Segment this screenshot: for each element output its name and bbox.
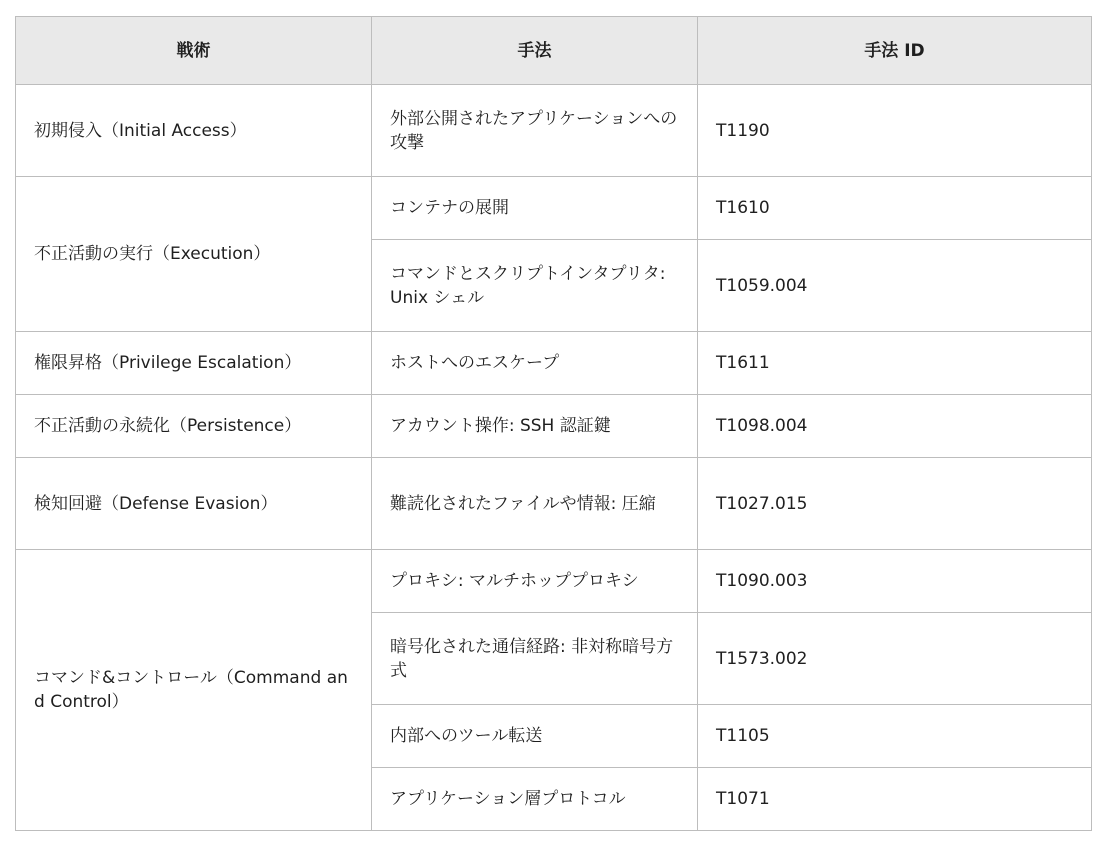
table-row	[16, 332, 1092, 395]
technique-cell: ホストへのエスケープ	[372, 332, 698, 395]
table-row	[16, 85, 1092, 177]
technique-cell: アプリケーション層プロトコル	[372, 768, 698, 831]
table-row	[16, 395, 1092, 458]
table-row	[16, 458, 1092, 550]
technique-cell: コンテナの展開	[372, 177, 698, 240]
table-header-row	[16, 17, 1092, 85]
tactic-cell: 検知回避（Defense Evasion）	[16, 458, 372, 550]
technique-id-cell: T1090.003	[698, 550, 1092, 613]
technique-cell: 外部公開されたアプリケーションへの攻撃	[372, 85, 698, 177]
technique-id-cell: T1105	[698, 705, 1092, 768]
technique-id-cell: T1610	[698, 177, 1092, 240]
header-tactic: 戦術	[16, 17, 372, 85]
technique-id-cell: T1573.002	[698, 613, 1092, 705]
technique-id-cell: T1059.004	[698, 240, 1092, 332]
table-row	[16, 177, 1092, 240]
tactic-cell: コマンド&コントロール（Command and Control）	[16, 550, 372, 831]
tactic-cell: 不正活動の永続化（Persistence）	[16, 395, 372, 458]
table-row	[16, 550, 1092, 613]
technique-cell: 暗号化された通信経路: 非対称暗号方式	[372, 613, 698, 705]
technique-cell: 難読化されたファイルや情報: 圧縮	[372, 458, 698, 550]
technique-id-cell: T1071	[698, 768, 1092, 831]
technique-cell: プロキシ: マルチホッププロキシ	[372, 550, 698, 613]
technique-id-cell: T1190	[698, 85, 1092, 177]
technique-id-cell: T1027.015	[698, 458, 1092, 550]
technique-cell: アカウント操作: SSH 認証鍵	[372, 395, 698, 458]
tactic-cell: 不正活動の実行（Execution）	[16, 177, 372, 332]
header-technique: 手法	[372, 17, 698, 85]
technique-id-cell: T1098.004	[698, 395, 1092, 458]
tactic-cell: 権限昇格（Privilege Escalation）	[16, 332, 372, 395]
attack-technique-table	[15, 16, 1092, 831]
header-technique-id: 手法 ID	[698, 17, 1092, 85]
tactic-cell: 初期侵入（Initial Access）	[16, 85, 372, 177]
technique-id-cell: T1611	[698, 332, 1092, 395]
technique-cell: コマンドとスクリプトインタプリタ: Unix シェル	[372, 240, 698, 332]
technique-cell: 内部へのツール転送	[372, 705, 698, 768]
